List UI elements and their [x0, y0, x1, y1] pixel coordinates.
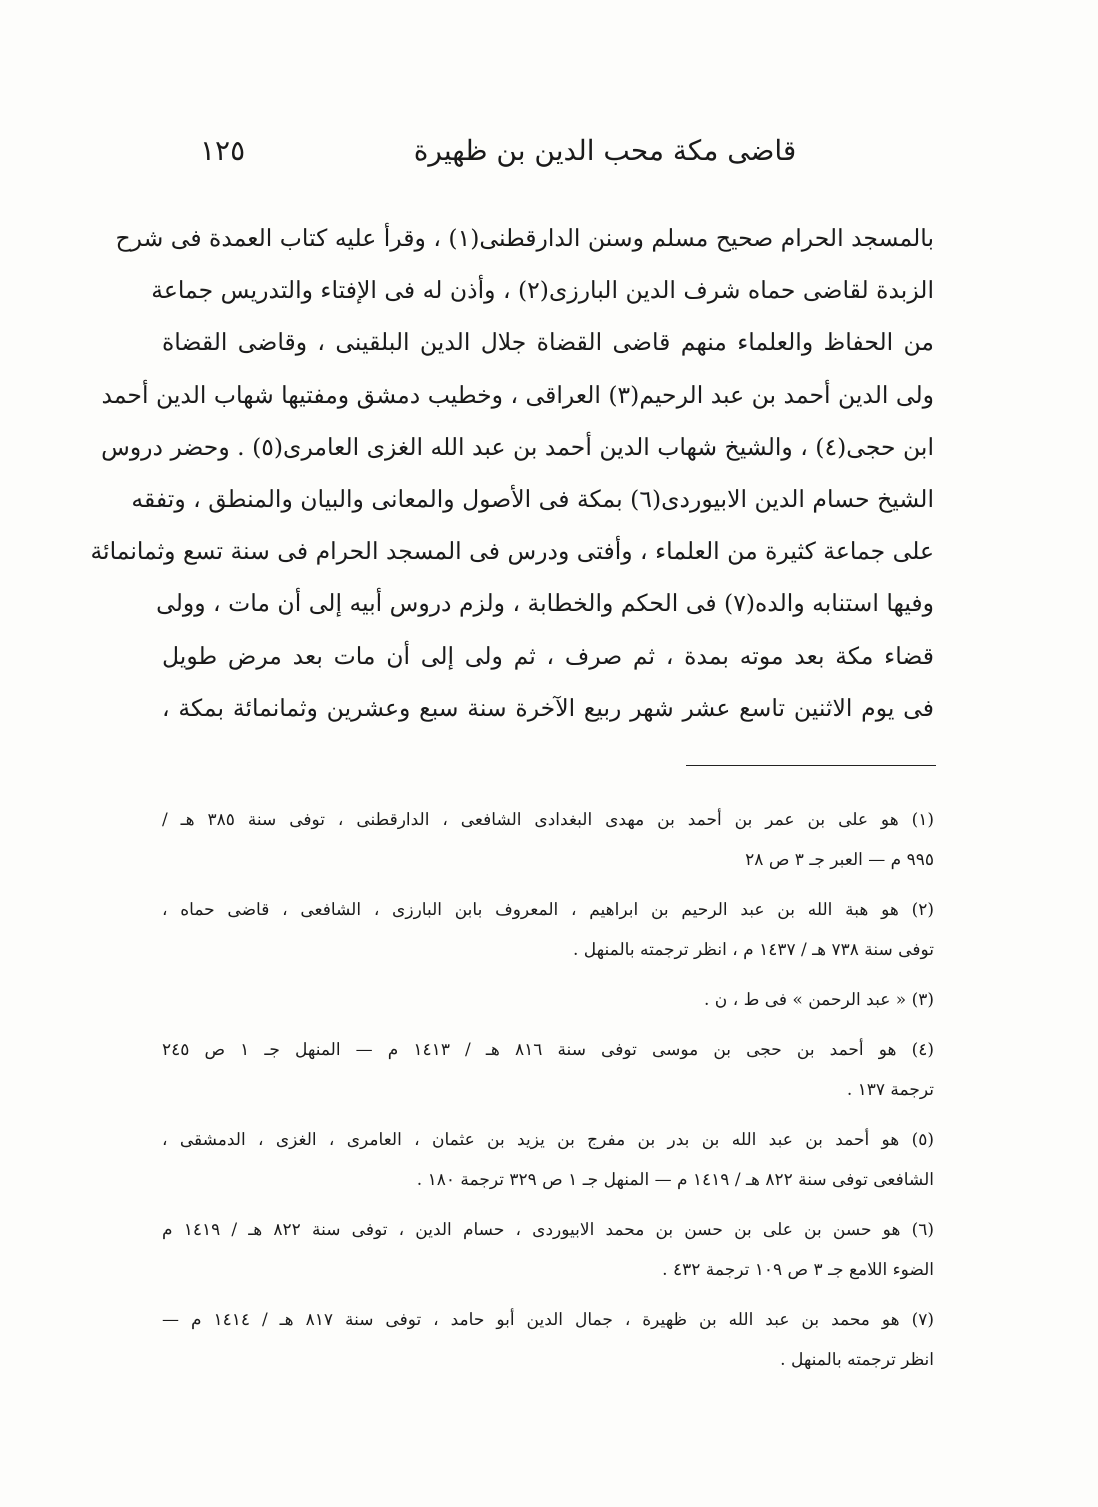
footnote-3 [162, 980, 934, 1020]
footnote-divider [686, 765, 936, 766]
footnote-line: (٧) هو محمد بن عبد الله بن ظهيرة ، جمال الدين أبو حامد ، توفى سنة ٨١٧ هـ / ١٤١٤ م — [162, 1310, 934, 1330]
footnote-line: انظر ترجمته بالمنهل . [780, 1350, 934, 1370]
footnote-line: توفى سنة ٧٣٨ هـ / ١٤٣٧ م ، انظر ترجمته بالمنهل . [572, 940, 934, 960]
text-line: من الحفاظ والعلماء منهم قاضى القضاة جلال الدين البلقينى ، وقاضى القضاة [162, 328, 934, 357]
footnote-line: (٢) هو هبة الله بن عبد الرحيم بن ابراهيم ، المعروف بابن البارزى ، الشافعى ، قاضى حماه ، [162, 900, 934, 920]
text-line: فى يوم الاثنين تاسع عشر شهر ربيع الآخرة سنة سبع وعشرين وثمانمائة بمكة ، [162, 693, 934, 722]
text-line: ابن حجى(٤) ، والشيخ شهاب الدين أحمد بن عبد الله الغزى العامرى(٥) . وحضر دروس [101, 432, 934, 461]
main-text [90, 212, 934, 734]
text-line: الشيخ حسام الدين الابيوردى(٦) بمكة فى الأصول والمعانى والبيان والمنطق ، وتفقه [131, 484, 934, 513]
header-title: قاضى مكة محب الدين بن ظهيرة [413, 134, 797, 167]
running-header [150, 128, 940, 188]
text-line: الزبدة لقاضى حماه شرف الدين البارزى(٢) ، وأذن له فى الإفتاء والتدريس جماعة [151, 276, 934, 305]
footnote-line: ٩٩٥ م — العبر جـ ٣ ص ٢٨ [745, 850, 934, 870]
text-line: ولى الدين أحمد بن عبد الرحيم(٣) العراقى ، وخطيب دمشق ومفتيها شهاب الدين أحمد [101, 380, 934, 409]
footnote-1 [162, 800, 934, 880]
text-line: وفيها استنابه والده(٧) فى الحكم والخطابة ، ولزم دروس أبيه إلى أن مات ، وولى [156, 589, 934, 618]
page-number: ١٢٥ [200, 134, 246, 167]
footnote-line: (٥) هو أحمد بن عبد الله بن بدر بن مفرج بن يزيد بن عثمان ، العامرى ، الغزى ، الدمشقى ، [162, 1130, 934, 1150]
footnote-line: ترجمة ١٣٧ . [846, 1080, 934, 1100]
footnote-line: (٤) هو أحمد بن حجى بن موسى توفى سنة ٨١٦ هـ / ١٤١٣ م — المنهل جـ ١ ص ٢٤٥ [162, 1040, 935, 1060]
footnote-4 [162, 1030, 934, 1110]
footnote-line: (١) هو على بن عمر بن أحمد بن مهدى البغدادى الشافعى ، الدارقطنى ، توفى سنة ٣٨٥ هـ / [162, 810, 934, 830]
footnotes [162, 800, 934, 1390]
footnote-line: (٦) هو حسن بن على بن حسن بن محمد الابيوردى ، حسام الدين ، توفى سنة ٨٢٢ هـ / ١٤١٩ م [162, 1220, 934, 1240]
footnote-6 [162, 1210, 934, 1290]
text-line: على جماعة كثيرة من العلماء ، وأفتى ودرس فى المسجد الحرام فى سنة تسع وثمانمائة [90, 537, 934, 566]
footnote-line: (٣) « عبد الرحمن » فى ط ، ن . [704, 990, 934, 1010]
footnote-7 [162, 1300, 934, 1380]
text-line: قضاء مكة بعد موته بمدة ، ثم صرف ، ثم ولى إلى أن مات بعد مرض طويل [162, 641, 934, 670]
footnote-2 [162, 890, 934, 970]
footnote-5 [162, 1120, 934, 1200]
footnote-line: الشافعى توفى سنة ٨٢٢ هـ / ١٤١٩ م — المنهل جـ ١ ص ٣٢٩ ترجمة ١٨٠ . [416, 1170, 934, 1190]
footnote-line: الضوء اللامع جـ ٣ ص ١٠٩ ترجمة ٤٣٢ . [662, 1260, 934, 1280]
text-line: بالمسجد الحرام صحيح مسلم وسنن الدارقطنى(١) ، وقرأ عليه كتاب العمدة فى شرح [115, 224, 934, 252]
